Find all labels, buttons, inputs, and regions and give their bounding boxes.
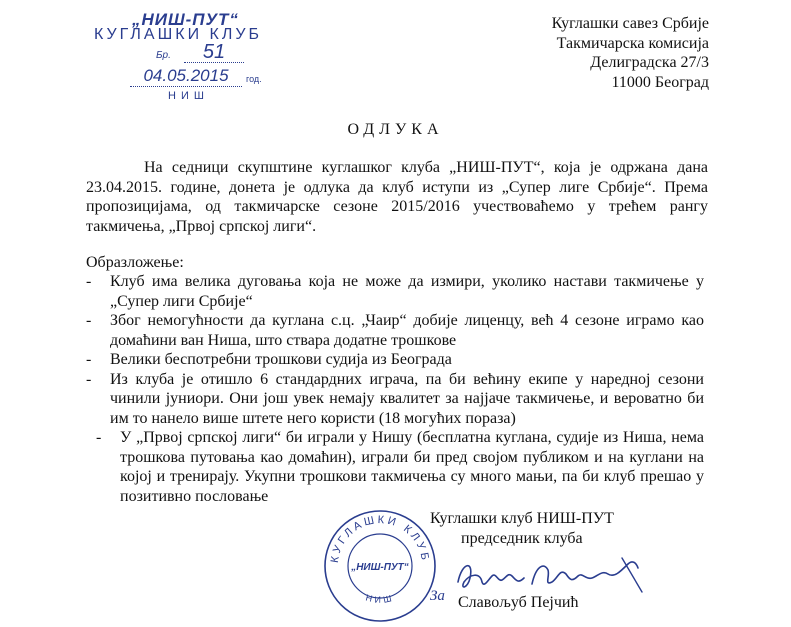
intro-paragraph: На седници скупштине куглашког клуба „НИШ-ПУТ“, која је одржана дана 23.04.2015. године, донета је одлука да клуб иступи из „Супер лиге Србије“. Према пропозицијама, од такмичарске сезоне 2015/2016 учествоваћемо у трећем рангу такмичења, „Првој српској лиги“. <box>86 159 708 235</box>
stamp-number-value: 51 <box>184 42 244 63</box>
bullet-dash: - <box>86 351 92 368</box>
stamp-date-value: 04.05.2015 <box>130 66 242 87</box>
address-line: Делиградска 27/3 <box>590 54 709 71</box>
address-line: 11000 Београд <box>611 73 709 91</box>
document-title: ОДЛУКА <box>347 121 444 138</box>
signature-for-mark: За <box>430 588 445 604</box>
list-item <box>86 272 704 311</box>
reason-text: Због немогућности да куглана с.ц. „Чаир“ добије лиценцу, већ 4 сезоне играмо као домаћини ван Ниша, што ствара додатне трошкове <box>110 312 704 349</box>
reason-text: Велики беспотребни трошкови судија из Београда <box>110 351 452 368</box>
bullet-dash: - <box>86 273 92 290</box>
list-item <box>86 311 704 350</box>
reasons-list <box>86 272 704 506</box>
signatory-role: председник клуба <box>461 530 583 547</box>
address-line: Куглашки савез Србије <box>551 15 709 32</box>
address-line: Такмичарска комисија <box>556 34 709 52</box>
reason-text: Из клуба је отишло 6 стандардних играча, па би већину екипе у наредној сезони чинили јуниори. Они још увек немају квалитет за најјаче такмичење, и вероватно би им то нанело више штете него користи (18 могућих пораза) <box>110 370 704 427</box>
handwritten-signature <box>452 552 652 596</box>
explanation-label: Образложење: <box>86 254 184 271</box>
stamp-club-type: КУГЛАШКИ КЛУБ <box>94 26 263 43</box>
round-stamp-bottom-text: НИШ <box>364 592 396 605</box>
list-item <box>96 428 704 506</box>
round-stamp-ring-text: КУГЛАШКИ КЛУБ <box>328 513 432 564</box>
reason-text: У „Првој српској лиги“ би играли у Нишу (бесплатна куглана, судије из Ниша, нема трошкова путовања као домаћин), играли би пред својом публиком и на куглани на којој и тренирају. Укупни трошкови такмичења су много мањи, па би клуб прешао у позитивно пословање <box>120 429 704 505</box>
bullet-dash: - <box>86 312 92 329</box>
club-round-stamp <box>322 508 438 624</box>
recipient-address <box>552 14 709 92</box>
stamp-city: НИШ <box>168 90 209 102</box>
bullet-dash: - <box>86 370 92 388</box>
list-item <box>86 370 704 429</box>
registry-stamp <box>86 6 276 106</box>
round-stamp-center-text: „НИШ-ПУТ“ <box>351 562 409 573</box>
bullet-dash: - <box>96 429 102 446</box>
list-item <box>86 350 704 370</box>
reason-text: Клуб има велика дуговања која не може да измири, уколико настави такмичење у „Супер лиги Србије“ <box>110 273 704 310</box>
signatory-club: Куглашки клуб НИШ-ПУТ <box>430 510 614 527</box>
stamp-number-label: Бр. <box>156 50 171 61</box>
stamp-year-suffix: год. <box>246 74 262 84</box>
stamp-club-name: „НИШ-ПУТ“ <box>132 10 239 29</box>
signatory-name: Славољуб Пејчић <box>458 594 579 611</box>
